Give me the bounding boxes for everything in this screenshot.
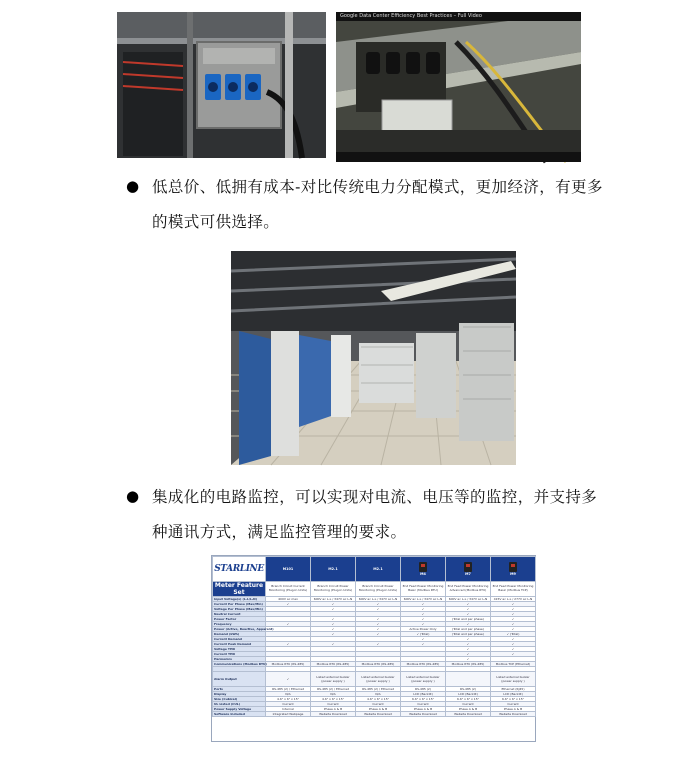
table-row	[213, 672, 536, 687]
feature-value: N/A	[266, 692, 311, 697]
feature-value: Phase A & B	[356, 707, 401, 712]
feature-value: RS-485 (2) / Ethernet	[311, 687, 356, 692]
feature-value: N/A	[356, 692, 401, 697]
model-header: M2.1	[311, 557, 356, 582]
feature-value: 6.6" x 6" x 15"	[491, 697, 536, 702]
feature-value: LCD (Backlit)	[401, 692, 446, 697]
feature-value: Website Download	[356, 712, 401, 717]
feature-value: Modbus RTU (RS-485)	[266, 662, 311, 667]
feature-name: Power Supply Voltage	[213, 707, 266, 712]
feature-value: Website Download	[446, 712, 491, 717]
feature-value: 4.6" x 6" x 15"	[311, 697, 356, 702]
feature-value: ✓	[491, 622, 536, 627]
feature-value: ✓	[446, 652, 491, 657]
feature-value: Phase A & B	[491, 707, 536, 712]
feature-row	[213, 582, 536, 597]
feature-value: Modbus RTU (RS-485)	[401, 662, 446, 667]
column-description: Branch Circuit Power Monitoring (Plug-In Units)	[311, 582, 356, 597]
feature-value: ✓	[311, 627, 356, 632]
feature-value: Modbus TCP (Ethernet)	[491, 662, 536, 667]
feature-value: LCD (Backlit)	[446, 692, 491, 697]
feature-name: Ports	[213, 687, 266, 692]
feature-value: Current	[401, 702, 446, 707]
feature-value: 600V ac L-L / 347V ac L-N	[401, 597, 446, 602]
feature-value: Modbus RTU (RS-485)	[311, 662, 356, 667]
column-description: Branch Circuit Current Monitoring (Plug-In Units)	[266, 582, 311, 597]
feature-value: N/A	[311, 692, 356, 697]
model-header	[401, 557, 446, 582]
feature-name: Current Per Phase (Max/Min)	[213, 602, 266, 607]
feature-value: 6.6" x 6" x 15"	[401, 697, 446, 702]
video-title-bar: Google Data Center Efficiency Best Practices – Full Video	[336, 12, 581, 21]
feature-name: Software Included	[213, 712, 266, 717]
feature-value: Listed external buzzer (power supply )	[491, 672, 536, 687]
server-aisle-illustration	[231, 251, 516, 465]
feature-value: (Total and per phase)	[446, 617, 491, 622]
feature-value: ✓	[266, 602, 311, 607]
feature-value: Current	[311, 702, 356, 707]
feature-value: ✓	[446, 612, 491, 617]
meter-icon	[464, 562, 472, 572]
feature-value: ✓	[311, 607, 356, 612]
column-description: Branch Circuit Power Monitoring (Plug-In Units)	[356, 582, 401, 597]
feature-value: ✓ (Total)	[401, 632, 446, 637]
feature-value: Website Download	[491, 712, 536, 717]
feature-value: ✓	[401, 612, 446, 617]
power-box-illustration	[117, 12, 326, 158]
feature-value: 600V ac L-L / 347V ac L-N	[311, 597, 356, 602]
feature-name: Power (Active, Reactive, Apparent)	[214, 627, 274, 631]
feature-value: ✓	[356, 622, 401, 627]
starline-logo: STARLINE	[213, 557, 266, 582]
feature-value: ✓	[311, 602, 356, 607]
model-name: M4	[420, 572, 426, 576]
feature-value: Website Download	[311, 712, 356, 717]
feature-name: Display	[213, 692, 266, 697]
feature-value: ✓	[446, 602, 491, 607]
feature-value	[446, 672, 491, 687]
feature-value: RS-485 (2)	[401, 687, 446, 692]
bullet-marker: ●	[126, 177, 140, 195]
bullet-2-line-2: 种通讯方式，满足监控管理的要求。	[152, 523, 407, 541]
feature-value: ✓	[401, 642, 446, 647]
meter-icon	[419, 562, 427, 572]
feature-value: Listed external buzzer (power supply )	[401, 672, 446, 687]
meter-icon	[509, 562, 517, 572]
feature-value: Ethernet (RJ45)	[491, 687, 536, 692]
feature-value: 4.6" x 6" x 15"	[266, 697, 311, 702]
power-distribution-box-photo	[117, 12, 326, 158]
table-row	[213, 712, 536, 717]
feature-value: ✓	[491, 642, 536, 647]
feature-value: ✓	[356, 632, 401, 637]
feature-value: (Total and per phase)	[446, 627, 491, 632]
feature-value: ✓	[446, 647, 491, 652]
feature-name: Current Demand	[213, 637, 266, 642]
feature-value: Active Power Only	[401, 627, 446, 632]
feature-value: Modbus RTU (RS-485)	[356, 662, 401, 667]
feature-name: Alarm Output	[213, 672, 266, 687]
model-header	[446, 557, 491, 582]
feature-value: (Total and per phase)	[446, 632, 491, 637]
feature-value: ✓	[356, 607, 401, 612]
feature-value: ✓	[311, 632, 356, 637]
feature-value: ✓	[356, 602, 401, 607]
feature-value: ✓	[446, 607, 491, 612]
feature-value: 400V ac max	[266, 597, 311, 602]
feature-name: Size (Cubical)	[213, 697, 266, 702]
feature-name: Current Peak Demand	[213, 642, 266, 647]
feature-value: Current	[446, 702, 491, 707]
feature-value: ✓	[401, 637, 446, 642]
feature-value: 415V ac L-L / 277V ac L-N	[491, 597, 536, 602]
feature-name: Voltage Per Phase (Max/Min)	[213, 607, 266, 612]
feature-name: UL Listed (CUL)	[213, 702, 266, 707]
starline-meter-feature-table	[211, 555, 536, 742]
model-name: M7	[465, 572, 471, 576]
feature-value: RS-485 (2) / Ethernet	[266, 687, 311, 692]
feature-value: ✓	[266, 672, 311, 687]
feature-name: Voltage THD	[213, 647, 266, 652]
feature-value: Phase A & B	[401, 707, 446, 712]
feature-name: Input Voltage(s) (L-L/L-N)	[213, 597, 266, 602]
feature-value: Listed external buzzer (power supply )	[311, 672, 356, 687]
bullet-2-line-1: 集成化的电路监控，可以实现对电流、电压等的监控，并支持多	[152, 488, 598, 506]
feature-value: ✓	[266, 642, 311, 647]
column-description: End Feed Power Monitoring Advanced (Modbus RTU)	[446, 582, 491, 597]
feature-value: Internal	[266, 707, 311, 712]
feature-value: ✓	[446, 642, 491, 647]
feature-value: 6.6" x 6" x 15"	[446, 697, 491, 702]
feature-value: ✓	[491, 637, 536, 642]
feature-value: Listed external buzzer (power supply )	[356, 672, 401, 687]
feature-name: Harmonics	[213, 657, 266, 662]
feature-value: ✓	[491, 612, 536, 617]
feature-value: Phase A & B	[311, 707, 356, 712]
feature-title: Meter Feature Set	[213, 582, 266, 597]
feature-value: ✓	[311, 617, 356, 622]
feature-value: Website Download	[401, 712, 446, 717]
feature-value: ✓	[446, 637, 491, 642]
feature-name: Neutral Current	[213, 612, 266, 617]
feature-name: Frequency	[213, 622, 266, 627]
bullet-marker: ●	[126, 487, 140, 505]
feature-value: Integrated Webpage	[266, 712, 311, 717]
feature-value: ✓	[446, 622, 491, 627]
column-description: End Feed Power Monitoring Basic (Modbus RTU)	[401, 582, 446, 597]
feature-value: RS-485 (2) / Ethernet	[356, 687, 401, 692]
feature-value: ✓	[311, 622, 356, 627]
feature-value: Modbus RTU (RS-485)	[446, 662, 491, 667]
feature-value: ✓	[491, 647, 536, 652]
feature-value: 600V ac L-L / 347V ac L-N	[446, 597, 491, 602]
feature-value: ✓	[401, 622, 446, 627]
feature-value: ✓	[266, 622, 311, 627]
feature-value: ✓	[491, 602, 536, 607]
feature-value: ✓	[401, 617, 446, 622]
feature-name: Demand (kWh)	[213, 632, 266, 637]
feature-value: 4.6" x 6" x 15"	[356, 697, 401, 702]
feature-value: ✓	[446, 657, 491, 662]
feature-value: ✓	[491, 627, 536, 632]
bullet-1-line-1: 低总价、低拥有成本-对比传统电力分配模式，更加经济，有更多	[152, 178, 603, 196]
feature-value: Current	[491, 702, 536, 707]
feature-value: ✓	[491, 617, 536, 622]
feature-value: ✓	[491, 607, 536, 612]
feature-value: Phase A & B	[446, 707, 491, 712]
feature-value: ✓	[401, 602, 446, 607]
busway-tap-box-photo	[336, 12, 581, 162]
column-description: End Feed Power Monitoring Basic (Modbus TCP)	[491, 582, 536, 597]
spec-table	[212, 556, 536, 717]
feature-value: LCD (Backlit)	[491, 692, 536, 697]
bullet-1-line-2: 的模式可供选择。	[152, 213, 280, 231]
model-header: M101	[266, 557, 311, 582]
feature-name: Power Factor	[213, 617, 266, 622]
feature-value: ✓	[491, 652, 536, 657]
feature-value: ✓	[356, 627, 401, 632]
feature-value: ✓ (Total)	[491, 632, 536, 637]
feature-value: RS-485 (2)	[446, 687, 491, 692]
feature-value: ✓	[356, 617, 401, 622]
feature-value: 600V ac L-L / 347V ac L-N	[356, 597, 401, 602]
model-name: M9	[510, 572, 516, 576]
busway-illustration	[336, 12, 581, 162]
feature-name: Communications (Modbus RTU)	[214, 662, 267, 666]
feature-value: ✓	[311, 642, 356, 647]
model-header	[491, 557, 536, 582]
feature-value: Current	[266, 702, 311, 707]
feature-value: ✓	[401, 607, 446, 612]
table-header-row	[213, 557, 536, 582]
feature-name: Current THD	[213, 652, 266, 657]
data-center-server-aisle-photo	[231, 251, 516, 465]
feature-value: ✓	[356, 642, 401, 647]
model-header: M2.1	[356, 557, 401, 582]
feature-value: Current	[356, 702, 401, 707]
